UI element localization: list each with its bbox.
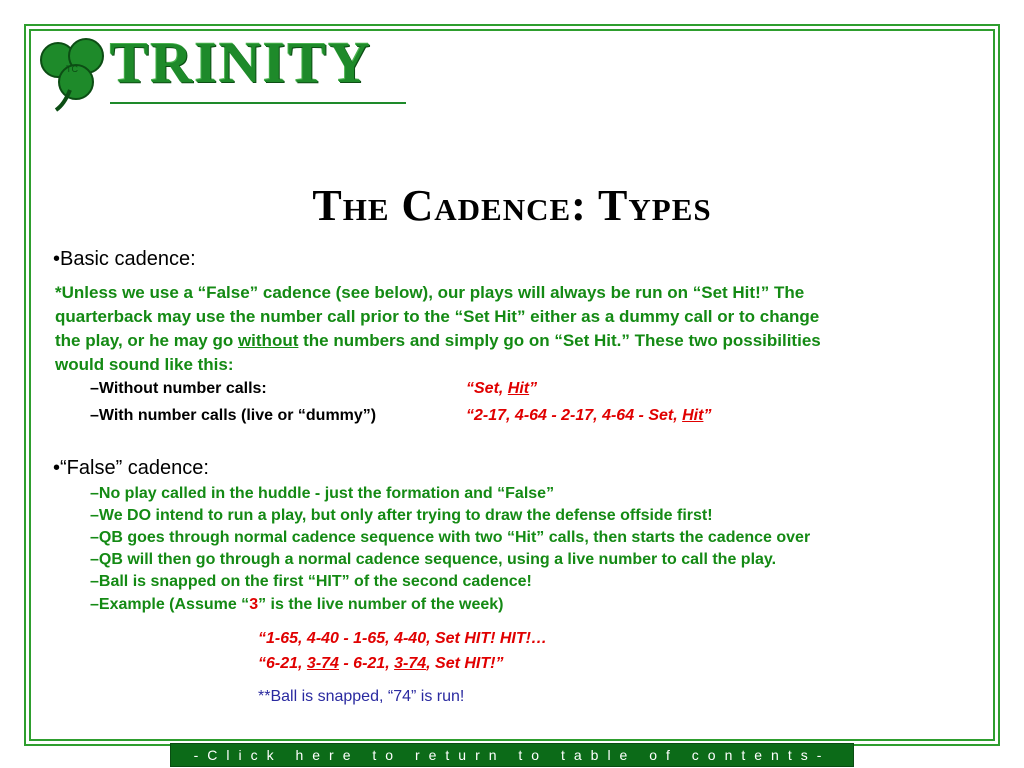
body-line-3 [55,329,975,353]
body-line-4: would sound like this: [55,355,234,374]
live-number: 3 [249,596,259,613]
false-cadence-heading: •“False” cadence: [53,457,209,479]
body-line-2: quarterback may use the number call prior to the “Set Hit” either as a dummy call or to change [55,307,820,326]
set-text: “Set, [466,380,508,397]
false-item: –No play called in the huddle - just the formation and “False” [90,485,555,502]
body-line-3-end: the numbers and simply go on “Set Hit.” These two possibilities [298,331,821,350]
body-line-3-start: the play, or he may go [55,331,238,350]
ex2-middle: - 6-21, [338,655,395,672]
logo-underline [110,102,406,104]
example-call-2 [258,655,503,673]
quote-close-2: ” [703,407,712,424]
without-number-calls-value [466,380,537,398]
live-number-underlined-1: 3-74 [306,655,339,672]
logo-wordmark: TRINITY [110,30,373,95]
quote-close: ” [529,380,538,397]
body-line-1: *Unless we use a “False” cadence (see below), our plays will always be run on “Set Hit!” The [55,283,805,302]
live-number-underlined-2: 3-74 [394,655,427,672]
without-number-calls-label: –Without number calls: [90,380,267,397]
basic-cadence-body [55,281,975,377]
number-sequence: “2-17, 4-64 - 2-17, 4-64 - Set, [466,407,683,424]
clover-text: TC [66,64,78,74]
page-title: The Cadence: Types [312,181,712,230]
example-line [90,596,503,614]
false-item: –QB goes through normal cadence sequence with two “Hit” calls, then starts the cadence over [90,529,811,546]
with-number-calls-value [466,407,711,425]
false-item: –QB will then go through a normal cadence sequence, using a live number to call the play. [90,551,777,568]
table-of-contents-link[interactable]: -Click here to return to table of contents- [170,743,854,767]
ex2-start: “6-21, [258,655,307,672]
example-start: –Example (Assume “ [90,596,250,613]
basic-cadence-heading: •Basic cadence: [53,248,196,270]
example-call-1: “1-65, 4-40 - 1-65, 4-40, Set HIT! HIT!… [258,630,547,647]
shamrock-icon [36,34,112,112]
snap-note: **Ball is snapped, “74” is run! [258,688,465,705]
without-underlined: without [237,331,299,350]
false-item: –We DO intend to run a play, but only after trying to draw the defense offside first! [90,507,713,524]
hit-underlined: Hit [507,380,530,397]
with-number-calls-label: –With number calls (live or “dummy”) [90,407,377,424]
example-end: ” is the live number of the week) [258,596,504,613]
hit-underlined-2: Hit [682,407,704,424]
ex2-end: , Set HIT!” [426,655,504,672]
false-item: –Ball is snapped on the first “HIT” of the second cadence! [90,573,532,590]
